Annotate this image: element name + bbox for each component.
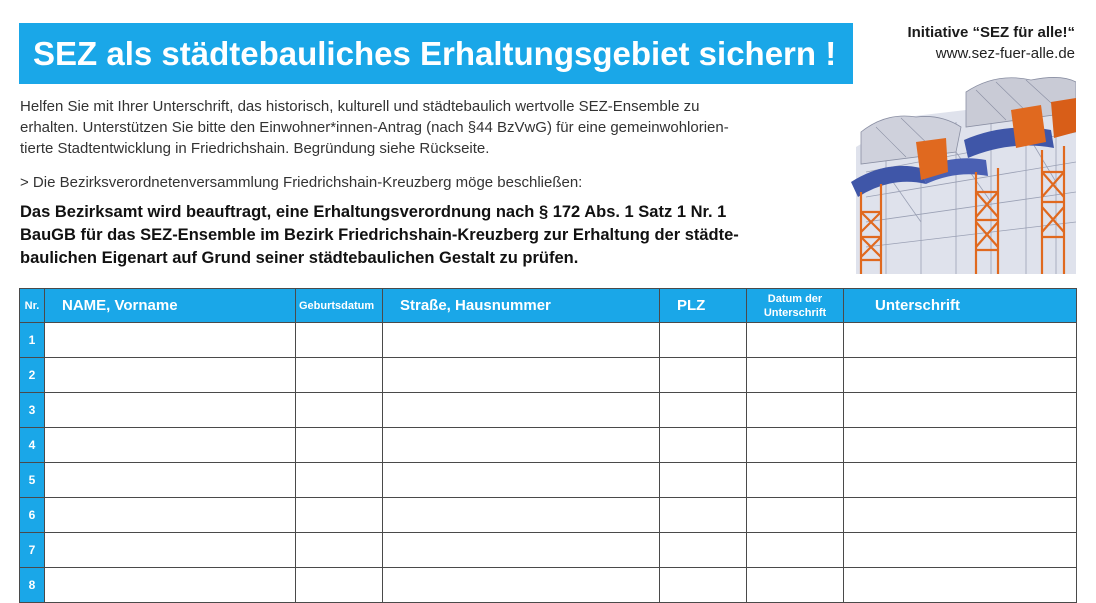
- column-header-nr: Nr.: [20, 289, 45, 323]
- signature-cell[interactable]: [844, 358, 1077, 393]
- signature-date-cell[interactable]: [747, 498, 844, 533]
- zip-cell[interactable]: [660, 568, 747, 603]
- table-row: [20, 498, 1077, 533]
- signature-date-cell[interactable]: [747, 568, 844, 603]
- title-banner: [19, 23, 853, 84]
- birthdate-cell[interactable]: [296, 533, 383, 568]
- sez-building-illustration: [846, 72, 1076, 274]
- column-header-signature-date: [747, 289, 844, 323]
- signature-date-cell[interactable]: [747, 533, 844, 568]
- signature-date-cell[interactable]: [747, 358, 844, 393]
- street-cell[interactable]: [383, 428, 660, 463]
- name-cell[interactable]: [45, 323, 296, 358]
- table-row: [20, 393, 1077, 428]
- table-row: [20, 358, 1077, 393]
- signature-cell[interactable]: [844, 428, 1077, 463]
- birthdate-cell[interactable]: [296, 393, 383, 428]
- street-cell[interactable]: [383, 323, 660, 358]
- resolution-line: baulichen Eigenart auf Grund seiner städtebaulichen Gestalt zu prüfen.: [20, 249, 579, 267]
- table-row: [20, 463, 1077, 498]
- birthdate-cell[interactable]: [296, 568, 383, 603]
- birthdate-cell[interactable]: [296, 498, 383, 533]
- table-row: [20, 323, 1077, 358]
- table-header-row: [20, 289, 1077, 323]
- zip-cell[interactable]: [660, 428, 747, 463]
- street-cell[interactable]: [383, 358, 660, 393]
- table-row: [20, 533, 1077, 568]
- row-number: 5: [20, 463, 45, 498]
- zip-cell[interactable]: [660, 498, 747, 533]
- signature-table: [19, 288, 1077, 603]
- signature-cell[interactable]: [844, 463, 1077, 498]
- birthdate-cell[interactable]: [296, 463, 383, 498]
- organization-url[interactable]: www.sez-fuer-alle.de: [935, 45, 1075, 62]
- signature-date-label-line: Unterschrift: [763, 306, 827, 319]
- signature-cell[interactable]: [844, 498, 1077, 533]
- intro-text: [20, 96, 820, 159]
- row-number: 2: [20, 358, 45, 393]
- zip-cell[interactable]: [660, 533, 747, 568]
- birthdate-cell[interactable]: [296, 358, 383, 393]
- row-number: 4: [20, 428, 45, 463]
- table-row: [20, 568, 1077, 603]
- name-cell[interactable]: [45, 568, 296, 603]
- table-row: [20, 428, 1077, 463]
- column-header-name: NAME, Vorname: [45, 289, 296, 323]
- zip-cell[interactable]: [660, 463, 747, 498]
- zip-cell[interactable]: [660, 323, 747, 358]
- name-cell[interactable]: [45, 358, 296, 393]
- intro-line: erhalten. Unterstützen Sie bitte den Einwohner*innen-Antrag (nach §44 BzVwG) für eine gemeinwohlorien-: [20, 119, 729, 136]
- intro-line: Helfen Sie mit Ihrer Unterschrift, das historisch, kulturell und städtebaulich wertvolle SEZ-Ensemble zu: [20, 98, 700, 115]
- row-number: 8: [20, 568, 45, 603]
- intro-line: tierte Stadtentwicklung in Friedrichshain. Begründung siehe Rückseite.: [20, 140, 490, 157]
- resolution-text: [20, 201, 810, 270]
- name-cell[interactable]: [45, 393, 296, 428]
- zip-cell[interactable]: [660, 393, 747, 428]
- signature-date-cell[interactable]: [747, 323, 844, 358]
- column-header-birthdate: Geburtsdatum: [296, 289, 383, 323]
- street-cell[interactable]: [383, 463, 660, 498]
- organization-info: [907, 22, 1075, 64]
- row-number: 6: [20, 498, 45, 533]
- column-header-zip: PLZ: [660, 289, 747, 323]
- street-cell[interactable]: [383, 498, 660, 533]
- resolution-line: BauGB für das SEZ-Ensemble im Bezirk Friedrichshain-Kreuzberg zur Erhaltung der städte-: [20, 226, 739, 244]
- column-header-signature: Unterschrift: [844, 289, 1077, 323]
- row-number: 7: [20, 533, 45, 568]
- street-cell[interactable]: [383, 568, 660, 603]
- name-cell[interactable]: [45, 498, 296, 533]
- signature-date-cell[interactable]: [747, 463, 844, 498]
- name-cell[interactable]: [45, 533, 296, 568]
- organization-name: Initiative “SEZ für alle!“: [907, 24, 1075, 41]
- row-number: 3: [20, 393, 45, 428]
- street-cell[interactable]: [383, 393, 660, 428]
- birthdate-cell[interactable]: [296, 428, 383, 463]
- signature-cell[interactable]: [844, 568, 1077, 603]
- page-title: SEZ als städtebauliches Erhaltungsgebiet sichern !: [33, 34, 837, 72]
- motion-line: > Die Bezirksverordnetenversammlung Friedrichshain-Kreuzberg möge beschließen:: [20, 174, 583, 191]
- column-header-street: Straße, Hausnummer: [383, 289, 660, 323]
- signature-date-cell[interactable]: [747, 428, 844, 463]
- row-number: 1: [20, 323, 45, 358]
- signature-date-label-line: Datum der: [767, 292, 823, 305]
- signature-date-cell[interactable]: [747, 393, 844, 428]
- name-cell[interactable]: [45, 463, 296, 498]
- signature-cell[interactable]: [844, 393, 1077, 428]
- street-cell[interactable]: [383, 533, 660, 568]
- signature-cell[interactable]: [844, 323, 1077, 358]
- birthdate-cell[interactable]: [296, 323, 383, 358]
- signature-cell[interactable]: [844, 533, 1077, 568]
- zip-cell[interactable]: [660, 358, 747, 393]
- name-cell[interactable]: [45, 428, 296, 463]
- resolution-line: Das Bezirksamt wird beauftragt, eine Erhaltungsverordnung nach § 172 Abs. 1 Satz 1 Nr. 1: [20, 203, 727, 221]
